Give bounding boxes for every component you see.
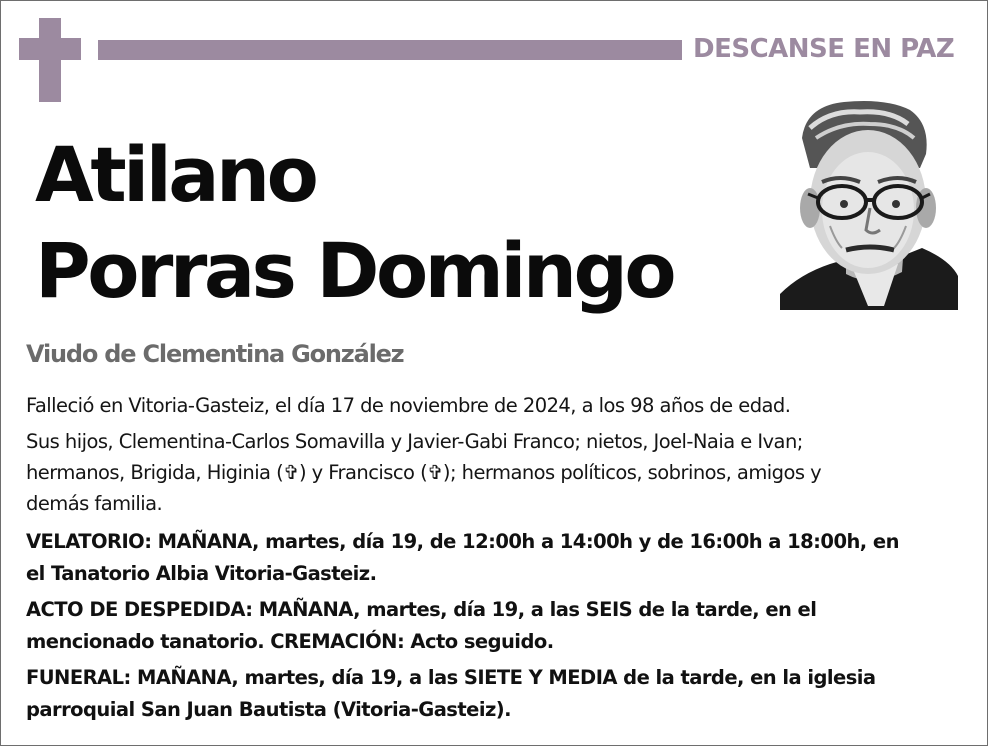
family-line: hermanos, Brigida, Higinia (✞) y Francisco (✞); hermanos políticos, sobrinos, amigos y: [26, 461, 822, 484]
funeral-line: parroquial San Juan Bautista (Vitoria-Gasteiz).: [26, 698, 511, 721]
funeral-paragraph: [26, 662, 961, 726]
family-line: demás familia.: [26, 492, 163, 515]
banner-title: DESCANSE EN PAZ: [693, 34, 955, 64]
cross-icon-arm: [19, 38, 81, 60]
velatorio-line: el Tanatorio Albia Vitoria-Gasteiz.: [26, 562, 377, 585]
deceased-surnames: Porras Domingo: [35, 226, 674, 315]
portrait-photo-icon: [780, 98, 958, 310]
velatorio-line: VELATORIO: MAÑANA, martes, día 19, de 12:00h a 14:00h y de 16:00h a 18:00h, en: [26, 530, 899, 553]
portrait-photo: [780, 98, 958, 310]
relationship-subtitle: Viudo de Clementina González: [26, 340, 404, 368]
velatorio-paragraph: [26, 526, 961, 590]
death-line: Falleció en Vitoria-Gasteiz, el día 17 de noviembre de 2024, a los 98 años de edad.: [26, 394, 791, 417]
deceased-first-name: Atilano: [35, 130, 316, 219]
death-notice-paragraph: [26, 390, 961, 421]
header-rule: [98, 40, 682, 60]
despedida-line: ACTO DE DESPEDIDA: MAÑANA, martes, día 19, a las SEIS de la tarde, en el: [26, 598, 817, 621]
funeral-line: FUNERAL: MAÑANA, martes, día 19, a las SIETE Y MEDIA de la tarde, en la iglesia: [26, 666, 876, 689]
cross-icon: [39, 18, 61, 102]
family-line: Sus hijos, Clementina-Carlos Somavilla y Javier-Gabi Franco; nietos, Joel-Naia e Ivan;: [26, 430, 803, 453]
despedida-line: mencionado tanatorio. CREMACIÓN: Acto seguido.: [26, 630, 554, 653]
family-paragraph: [26, 426, 961, 519]
despedida-paragraph: [26, 594, 961, 658]
